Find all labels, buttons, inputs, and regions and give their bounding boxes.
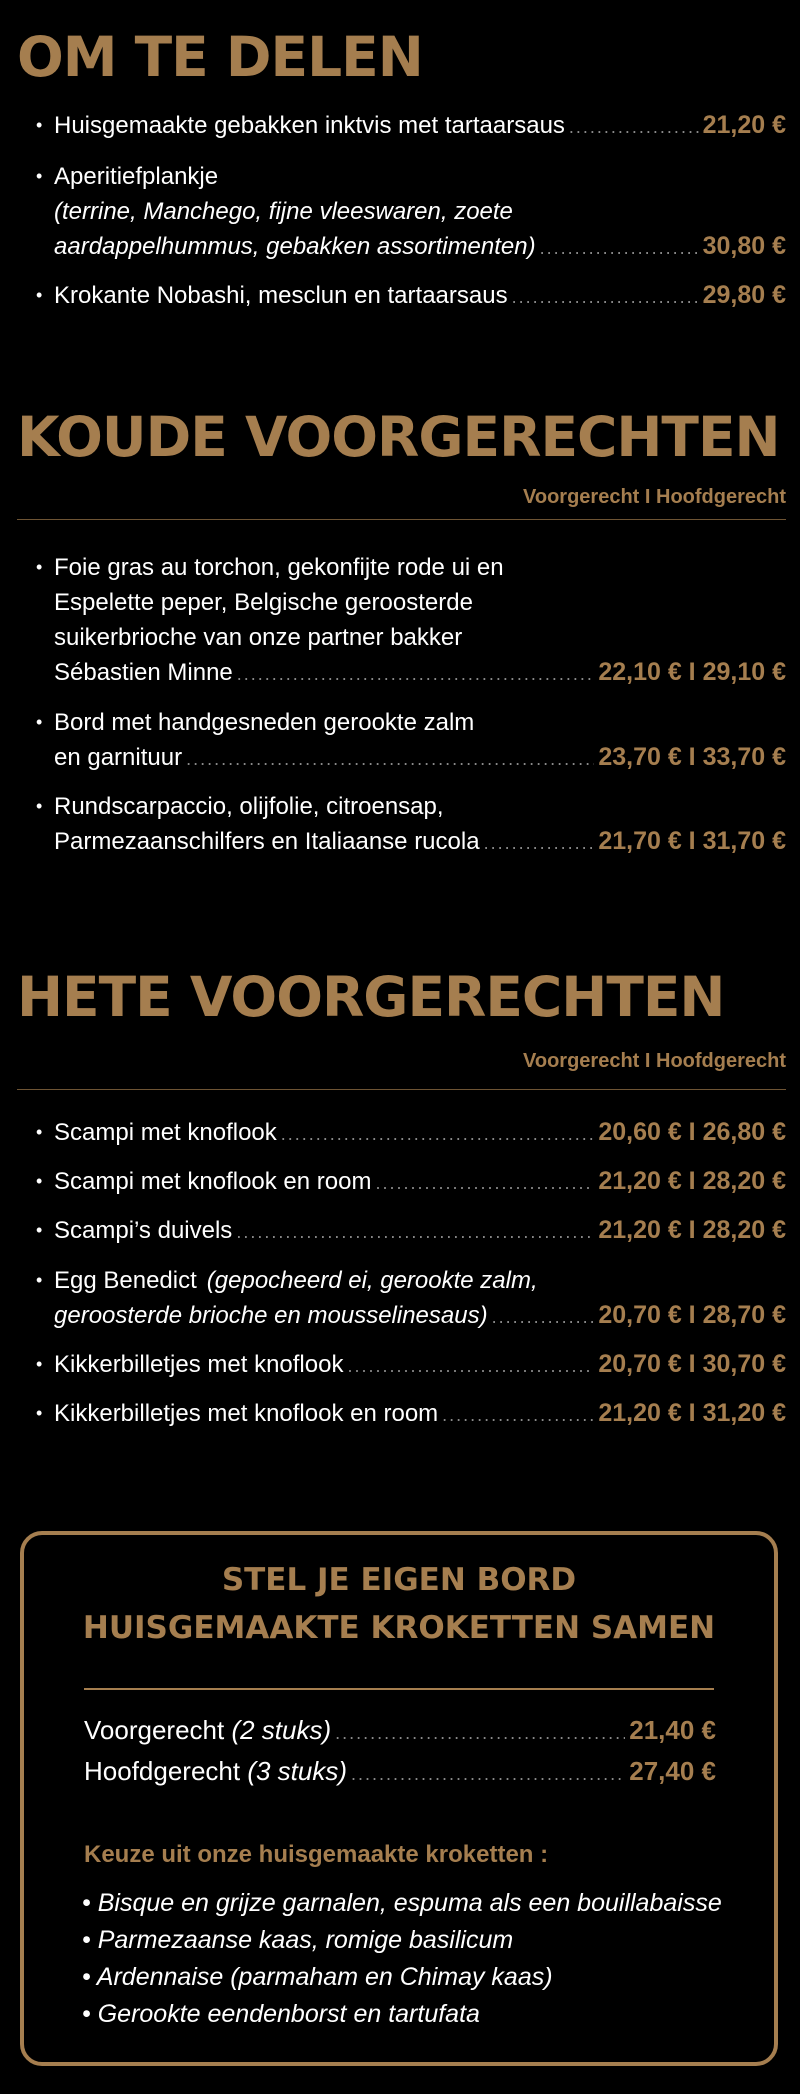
menu-item <box>36 278 786 315</box>
item-name: Kikkerbilletjes met knoflook en room <box>54 1400 439 1427</box>
dot-leader <box>569 110 699 145</box>
bullet: • <box>36 796 43 816</box>
item-name: Foie gras au torchon, gekonfijte rode ui en <box>54 554 504 581</box>
item-name: Krokante Nobashi, mesclun en tartaarsaus <box>54 282 508 309</box>
item-name: en garnituur <box>54 744 183 771</box>
croquettes-starter-line <box>84 1715 716 1746</box>
bullet: • <box>36 115 43 135</box>
dot-leader <box>351 1764 625 1785</box>
bullet: • <box>36 1270 43 1290</box>
menu-item <box>36 1115 786 1152</box>
divider <box>84 1688 714 1690</box>
item-qty: (2 stuks) <box>231 1715 332 1745</box>
item-name: Espelette peper, Belgische geroosterde <box>54 589 473 616</box>
item-name: Scampi met knoflook en room <box>54 1168 372 1195</box>
item-price: 21,20 € I 28,20 € <box>598 1216 786 1244</box>
item-description: geroosterde brioche en mousselinesaus) <box>54 1302 488 1329</box>
dot-leader <box>540 231 699 266</box>
item-price: 21,20 € <box>702 111 786 139</box>
choice-text: Gerookte eendenborst en tartufata <box>97 2000 480 2028</box>
bullet: • <box>36 1354 43 1374</box>
item-name: Hoofdgerecht <box>84 1756 241 1786</box>
item-name: suikerbrioche van onze partner bakker <box>54 624 463 651</box>
item-price: 23,70 € I 33,70 € <box>598 743 786 771</box>
choice-item <box>82 2000 480 2029</box>
column-main: Hoofdgerecht <box>656 486 786 508</box>
bullet: • <box>82 1889 91 1917</box>
menu-item <box>36 550 786 692</box>
choice-item <box>82 1889 722 1918</box>
item-price: 21,20 € I 31,20 € <box>598 1399 786 1427</box>
croquettes-main-line <box>84 1756 716 1787</box>
item-name: Scampi’s duivels <box>54 1217 233 1244</box>
menu-item <box>36 1164 786 1201</box>
bullet: • <box>36 1220 43 1240</box>
dot-leader <box>237 657 595 692</box>
dot-leader <box>335 1723 625 1744</box>
choice-text: Bisque en grijze garnalen, espuma als een bouillabaisse <box>97 1889 722 1917</box>
item-name: Sébastien Minne <box>54 659 233 686</box>
choice-item <box>82 1963 553 1992</box>
item-name: Rundscarpaccio, olijfolie, citroensap, <box>54 793 444 820</box>
bullet: • <box>36 166 43 186</box>
bullet: • <box>82 1963 91 1991</box>
item-name: Voorgerecht <box>84 1715 225 1745</box>
menu-item <box>36 1263 786 1335</box>
dot-leader <box>442 1398 594 1433</box>
menu-item <box>36 159 786 266</box>
column-starter: Voorgerecht <box>523 1050 640 1072</box>
item-price: 20,70 € I 28,70 € <box>598 1301 786 1329</box>
section-title-cold: KOUDE VOORGERECHTEN <box>17 405 780 469</box>
item-price: 30,80 € <box>702 232 786 260</box>
divider <box>17 519 786 520</box>
bullet: • <box>36 285 43 305</box>
item-price: 20,60 € I 26,80 € <box>598 1118 786 1146</box>
croquettes-box <box>20 1531 778 2066</box>
section-title-hot: HETE VOORGERECHTEN <box>17 965 725 1029</box>
menu-item <box>36 705 786 777</box>
dot-leader <box>512 280 699 315</box>
item-name: Scampi met knoflook <box>54 1119 277 1146</box>
bullet: • <box>36 1122 43 1142</box>
divider <box>17 1089 786 1090</box>
choice-text: Ardennaise (parmaham en Chimay kaas) <box>96 1963 553 1991</box>
dot-leader <box>236 1215 594 1250</box>
column-header: Voorgerecht I Hoofdgerecht <box>523 1050 786 1072</box>
menu-item <box>36 1213 786 1250</box>
item-price: 21,20 € I 28,20 € <box>598 1167 786 1195</box>
bullet: • <box>36 712 43 732</box>
choice-text: Parmezaanse kaas, romige basilicum <box>97 1926 514 1954</box>
item-name: Aperitiefplankje <box>54 163 219 190</box>
bullet: • <box>36 557 43 577</box>
bullet: • <box>36 1403 43 1423</box>
dot-leader <box>281 1117 595 1152</box>
column-main: Hoofdgerecht <box>656 1050 786 1072</box>
dot-leader <box>347 1349 594 1384</box>
bullet: • <box>36 1171 43 1191</box>
choice-item <box>82 1926 513 1955</box>
dot-leader <box>492 1300 595 1335</box>
dot-leader <box>484 826 595 861</box>
bullet: • <box>82 2000 91 2028</box>
column-starter: Voorgerecht <box>523 486 640 508</box>
item-name: Kikkerbilletjes met knoflook <box>54 1351 344 1378</box>
item-price: 29,80 € <box>702 281 786 309</box>
bullet: • <box>82 1926 91 1954</box>
item-name: Huisgemaakte gebakken inktvis met tartaarsaus <box>54 112 565 139</box>
item-price: 21,70 € I 31,70 € <box>598 827 786 855</box>
dot-leader <box>375 1166 594 1201</box>
item-name: Parmezaanschilfers en Italiaanse rucola <box>54 828 480 855</box>
item-price: 27,40 € <box>629 1756 716 1786</box>
item-price: 21,40 € <box>629 1715 716 1745</box>
item-description: (terrine, Manchego, fijne vleeswaren, zoete <box>54 198 513 225</box>
menu-item <box>36 789 786 861</box>
menu-item <box>36 108 786 145</box>
item-price: 20,70 € I 30,70 € <box>598 1350 786 1378</box>
menu-item <box>36 1396 786 1433</box>
choice-title: Keuze uit onze huisgemaakte kroketten : <box>84 1841 549 1868</box>
dot-leader <box>186 742 594 777</box>
item-price: 22,10 € I 29,10 € <box>598 658 786 686</box>
menu-item <box>36 1347 786 1384</box>
section-title-share: OM TE DELEN <box>17 25 423 89</box>
item-name: Egg Benedict <box>54 1267 197 1294</box>
item-description: aardappelhummus, gebakken assortimenten) <box>54 233 536 260</box>
item-qty: (3 stuks) <box>247 1756 348 1786</box>
item-name: Bord met handgesneden gerookte zalm <box>54 709 475 736</box>
croquettes-title: STEL JE EIGEN BORD <box>221 1562 577 1598</box>
croquettes-title: HUISGEMAAKTE KROKETTEN SAMEN <box>82 1610 716 1646</box>
item-description: (gepocheerd ei, gerookte zalm, <box>206 1267 538 1294</box>
column-header: Voorgerecht I Hoofdgerecht <box>523 486 786 508</box>
